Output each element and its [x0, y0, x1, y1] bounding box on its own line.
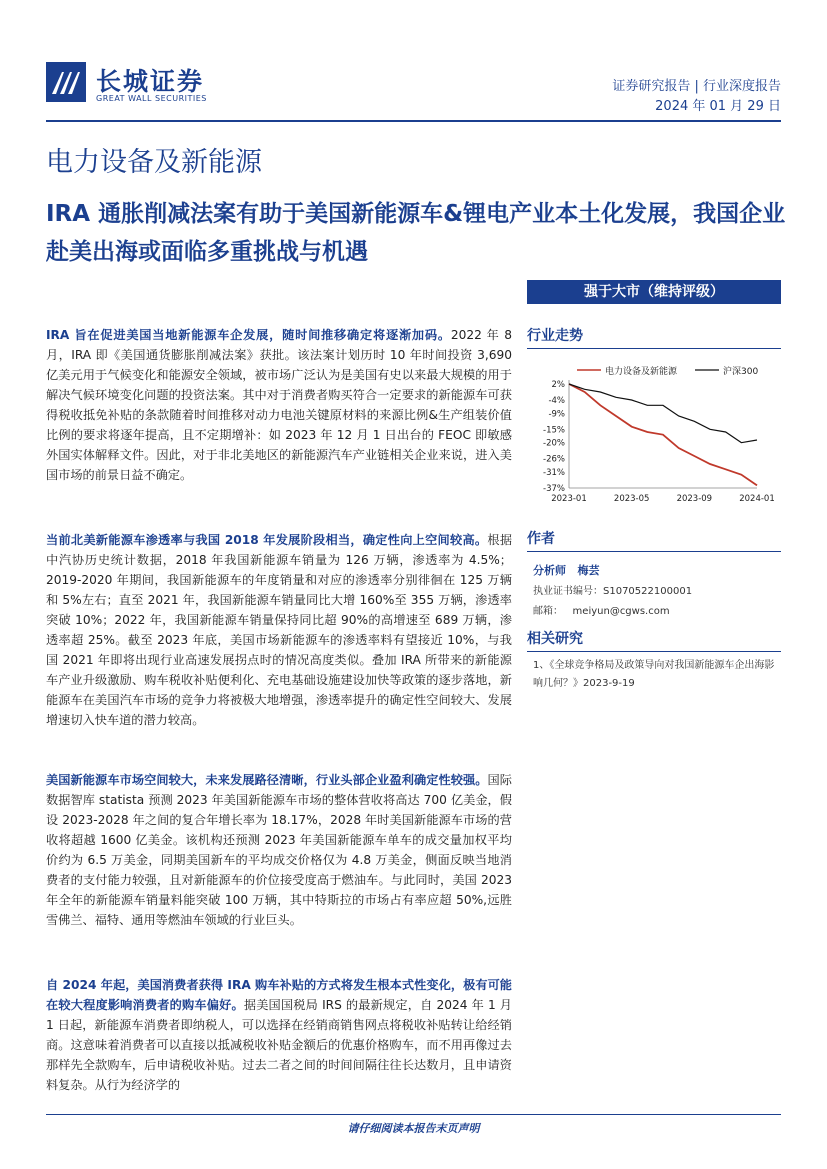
paragraph-1 [46, 325, 512, 485]
legend-label-sector: 电力设备及新能源 [605, 367, 678, 377]
report-title: IRA 通胀削减法案有助于美国新能源车&锂电产业本土化发展，我国企业赴美出海或面临多重挑战与机遇 [46, 201, 786, 265]
email-link[interactable]: meiyun@cgws.com [572, 606, 670, 617]
analyst-label: 分析师 [533, 564, 566, 577]
related-heading: 相关研究 [527, 628, 781, 652]
header-divider [46, 120, 781, 122]
trend-chart [527, 356, 781, 516]
paragraph-lead: IRA 旨在促进美国当地新能源车企发展，随时间推移确定将逐渐加码。 [46, 328, 451, 342]
paragraph-text: 根据中汽协历史统计数据，2018 年我国新能源车销量为 126 万辆，渗透率为 4.5%；2019-2020 年期间，我国新能源车的年度销量和对应的渗透率分别徘徊在 125 万辆和 5%左右；直至 2021 年，我国新能源车销量同比大增 160%至 355 万辆，渗透率突破 10%；2022 年，我国新能源车销量保持同比超 90%的高增速至 689 万辆，渗透率超 25%。截至 2023 年底，美国市场新能源车的渗透率料有望接近 10%，与我国 2021 年即将出现行业高速发展拐点时的情况高度类似。叠加 IRA 所带来的新能源车产业升级激励、购车税收补贴便利化、充电基础设施建设加快等政策的逐步落地，新能源车在美国汽车市场的竞争力将被极大地增强，渗透率提升的确定性空间较大、发展增速切入快车道的潜力较高。 [46, 533, 513, 727]
report-date: 2024 年 01 月 29 日 [655, 99, 781, 114]
related-item[interactable]: 1、《全球竞争格局及政策导向对我国新能源车企出海影响几何？》2023-9-19 [533, 660, 775, 689]
cert-number: S1070522100001 [603, 586, 693, 597]
author-heading: 作者 [527, 528, 781, 552]
x-tick-label: 2023-09 [676, 494, 713, 504]
report-type: 证券研究报告 | 行业深度报告 [612, 79, 781, 94]
paragraph-text: 2022 年 8 月，IRA 即《美国通货膨胀削减法案》获批。该法案计划历时 10 年时间投资 3,690 亿美元用于气候变化和能源安全领域，被市场广泛认为是美国有史以来最大规模的用于解决气候环境变化问题的投资法案。其中对于消费者购买符合一定要求的新能源车可获得税收抵免补贴的条款随着时间推移对动力电池关键原材料的来源比例&生产组装价值比例的要求将逐年提高，且不定期增补：如 2023 年 12 月 1 日出台的 FEOC 即敏感外国实体解释文件。因此，对于非北美地区的新能源汽车产业链相关企业来说，进入美国市场的前景日益不确定。 [46, 328, 512, 482]
x-tick-label: 2023-01 [551, 494, 587, 504]
company-name-cn: 长城证券 [96, 67, 205, 96]
footer-disclaimer: 请仔细阅读本报告末页声明 [347, 1122, 480, 1135]
y-tick-label: -9% [548, 409, 565, 420]
chart-legend [577, 365, 758, 377]
y-tick-label: -20% [543, 438, 565, 449]
y-tick-label: -15% [543, 425, 565, 436]
legend-label-index: 沪深300 [723, 367, 759, 377]
x-tick-label: 2024-01 [739, 494, 775, 504]
y-tick-label: -37% [543, 484, 565, 494]
analyst-line [533, 562, 600, 578]
paragraph-3 [46, 770, 512, 930]
y-tick-label: -31% [543, 468, 565, 478]
paragraph-2 [46, 530, 512, 730]
analyst-name: 梅芸 [577, 564, 600, 577]
x-tick-label: 2023-05 [613, 494, 650, 504]
industry-name: 电力设备及新能源 [46, 147, 262, 178]
paragraph-text: 据美国国税局 IRS 的最新规定，自 2024 年 1 月 1 日起，新能源车消费者即纳税人，可以选择在经销商销售网点将税收补贴转让给经销商。这意味着消费者可以直接以抵减税收补贴金额后的优惠价格购车，而不用再像过去那样先全款购车，后申请税收补贴。过去二者之间的时间间隔往往长达数月，且申请资料复杂。从行为经济学的 [46, 998, 512, 1092]
paragraph-lead: 美国新能源车市场空间较大，未来发展路径清晰，行业头部企业盈利确定性较强。 [46, 773, 488, 787]
company-name-en: GREAT WALL SECURITIES [96, 94, 207, 103]
cert-line [533, 582, 692, 597]
company-logo-icon [46, 62, 86, 102]
paragraph-lead: 自 2024 年起，美国消费者获得 IRA 购车补贴的方式将发生根本式性变化，极有可能在较大程度影响消费者的购车偏好。 [46, 978, 512, 1012]
paragraph-text: 国际数据智库 statista 预测 2023 年美国新能源车市场的整体营收将高达 700 亿美金，假设 2023-2028 年之间的复合年增长率为 18.17%，2028 年时美国新能源车市场的营收将超越 1600 亿美金。该机构还预测 2023 年美国新能源车单车的成交量加权平均价约为 6.5 万美金，同期美国新车的平均成交价格仅为 4.8 万美金，侧面反映当地消费者的支付能力较强，且对新能源车的价位接受度高于燃油车。与此同时，美国 2023 年全年的新能源车销量料能突破 100 万辆，其中特斯拉的市场占有率应超 50%,远胜雪佛兰、福特、通用等燃油车领域的行业巨头。 [46, 773, 512, 927]
trend-heading: 行业走势 [527, 325, 781, 349]
paragraph-4 [46, 975, 512, 1095]
y-tick-label: -4% [548, 396, 565, 406]
y-tick-label: -26% [543, 454, 565, 465]
paragraph-lead: 当前北美新能源车渗透率与我国 2018 年发展阶段相当，确定性向上空间较高。 [46, 533, 488, 547]
footer-divider [46, 1114, 781, 1115]
cert-label: 执业证书编号： [533, 586, 603, 597]
email-label: 邮箱： [533, 606, 563, 617]
y-tick-label: 2% [551, 380, 565, 390]
email-line [533, 602, 670, 617]
rating-badge: 强于大市（维持评级） [527, 280, 781, 304]
